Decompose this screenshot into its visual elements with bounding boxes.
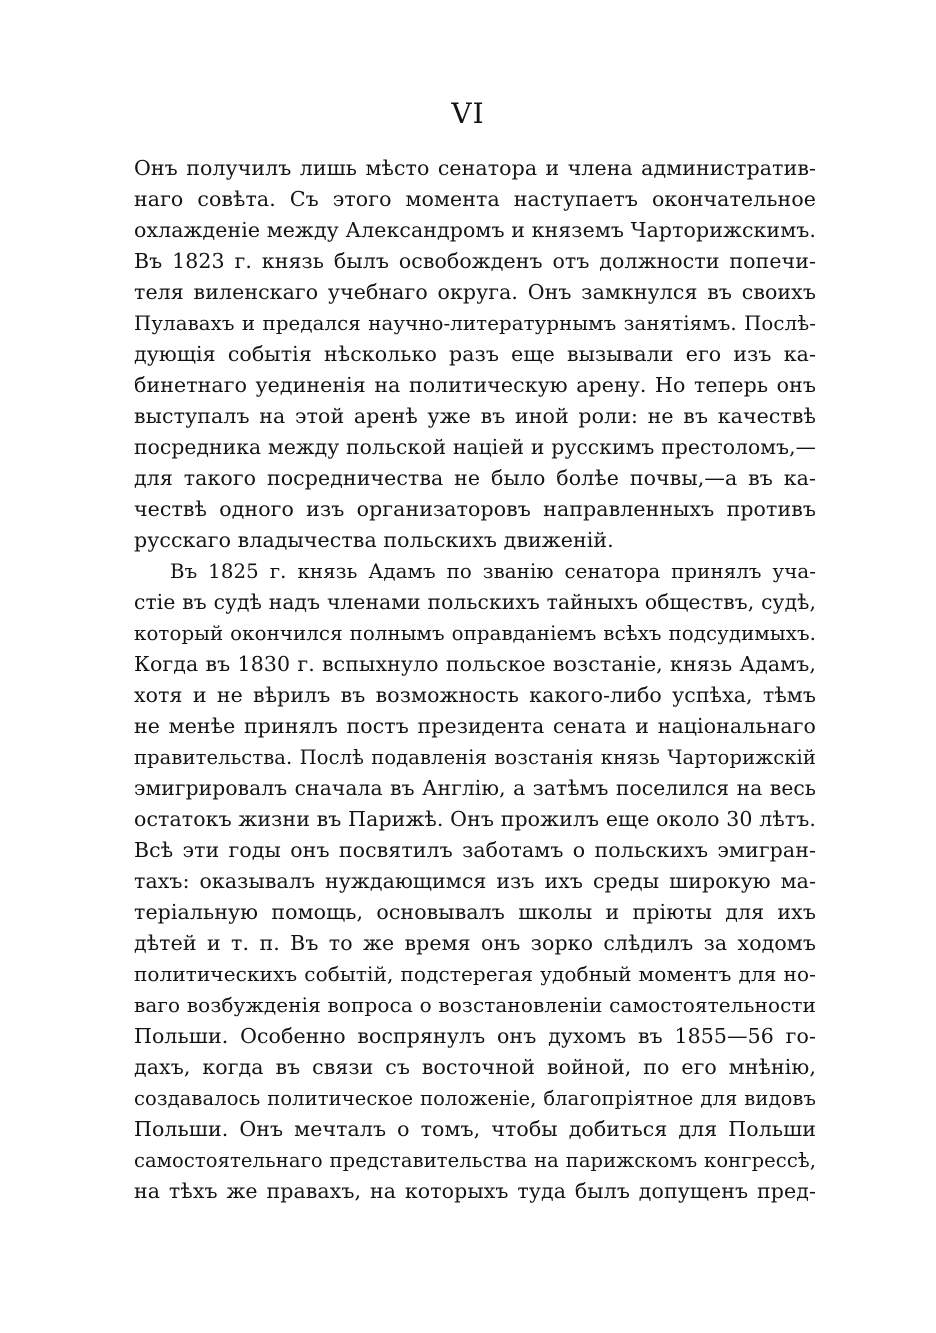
paragraph-1	[134, 153, 816, 556]
text-line: Пулавахъ и предался научно-литературнымъ занятіямъ. Послѣ-	[134, 312, 816, 335]
text-line: стіе въ судѣ надъ членами польскихъ тайныхъ обществъ, судѣ,	[134, 590, 816, 614]
text-line: выступалъ на этой аренѣ уже въ иной роли: не въ качествѣ	[134, 404, 816, 428]
text-line: ваго возбужденія вопроса о возстановленіи самостоятельности	[134, 993, 816, 1017]
text-line: теріальную помощь, основывалъ школы и пріюты для ихъ	[134, 900, 816, 924]
text-line: для такого посредничества не было болѣе почвы,—а въ ка-	[134, 466, 816, 490]
text-line: русскаго владычества польскихъ движеній.	[134, 528, 614, 552]
text-line: Польши. Онъ мечталъ о томъ, чтобы добиться для Польши	[134, 1117, 816, 1141]
text-line: который окончился полнымъ оправданіемъ всѣхъ подсудимыхъ.	[134, 622, 816, 645]
text-line: чествѣ одного изъ организаторовъ направленныхъ противъ	[134, 497, 816, 521]
text-line: самостоятельнаго представительства на парижскомъ конгрессѣ,	[134, 1149, 816, 1172]
text-line: тахъ: оказывалъ нуждающимся изъ ихъ среды широкую ма-	[134, 869, 816, 893]
text-line: создавалось политическое положеніе, благопріятное для видовъ	[134, 1087, 816, 1110]
text-line: охлажденіе между Александромъ и княземъ Чарторижскимъ.	[134, 218, 816, 242]
text-line: Польши. Особенно воспрянулъ онъ духомъ въ 1855—56 го-	[134, 1024, 816, 1048]
text-line: теля виленскаго учебнаго округа. Онъ замкнулся въ своихъ	[134, 280, 816, 304]
text-line: Когда въ 1830 г. вспыхнуло польское возстаніе, князь Адамъ,	[134, 652, 816, 676]
text-line: остатокъ жизни въ Парижѣ. Онъ прожилъ еще около 30 лѣтъ.	[134, 807, 816, 831]
text-line: на тѣхъ же правахъ, на которыхъ туда былъ допущенъ пред-	[134, 1179, 816, 1203]
text-line: посредника между польской націей и русскимъ престоломъ,—	[134, 435, 816, 459]
body-text	[134, 153, 816, 1207]
text-line: эмигрировалъ сначала въ Англію, а затѣмъ поселился на весь	[134, 776, 816, 800]
text-line: бинетнаго уединенія на политическую арену. Но теперь онъ	[134, 373, 816, 397]
text-line: дахъ, когда въ связи съ восточной войной, по его мнѣнію,	[134, 1055, 816, 1079]
text-line: наго совѣта. Съ этого момента наступаетъ окончательное	[134, 187, 816, 211]
text-line: дующія событія нѣсколько разъ еще вызывали его изъ ка-	[134, 342, 816, 366]
page-number: VI	[451, 97, 485, 130]
text-line: правительства. Послѣ подавленія возстанія князь Чарторижскій	[134, 746, 816, 769]
text-line: хотя и не вѣрилъ въ возможность какого-либо успѣха, тѣмъ	[134, 683, 816, 707]
text-line: Въ 1823 г. князь былъ освобожденъ отъ должности попечи-	[134, 249, 816, 273]
text-line: политическихъ событій, подстерегая удобный моментъ для но-	[134, 962, 816, 986]
text-line: Въ 1825 г. князь Адамъ по званію сенатора принялъ уча-	[170, 560, 816, 583]
text-line: не менѣе принялъ постъ президента сената и національнаго	[134, 714, 816, 738]
paragraph-2	[134, 556, 816, 1207]
text-line: Онъ получилъ лишь мѣсто сенатора и члена административ-	[134, 156, 816, 180]
text-line: дѣтей и т. п. Въ то же время онъ зорко слѣдилъ за ходомъ	[134, 931, 816, 955]
text-line: Всѣ эти годы онъ посвятилъ заботамъ о польскихъ эмигран-	[134, 838, 816, 862]
